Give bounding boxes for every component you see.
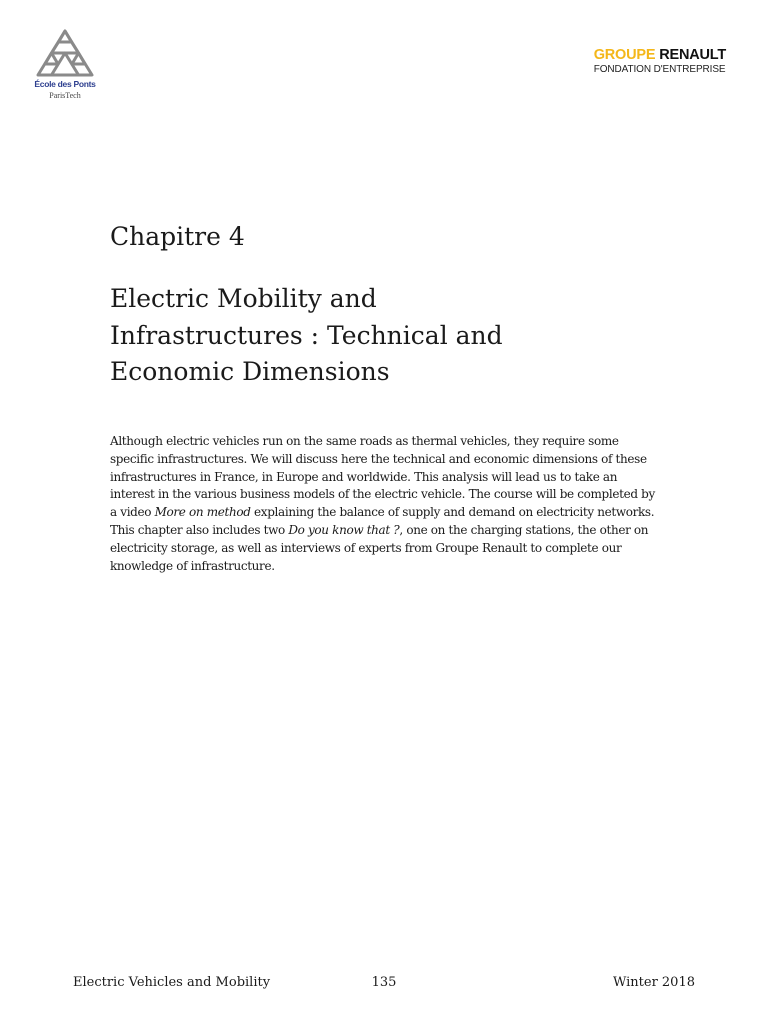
chapter-title-line: Economic Dimensions [110, 357, 390, 386]
footer-term: Winter 2018 [612, 975, 695, 990]
logo-groupe-word: GROUPE [593, 47, 656, 63]
chapter-title [110, 281, 670, 391]
page-footer [73, 975, 695, 995]
chapter-title-line: Electric Mobility and [110, 284, 377, 313]
intro-paragraph [110, 522, 660, 575]
chapter-title-line: Infrastructures : Technical and [110, 320, 503, 350]
intro-emphasis: More on method [154, 505, 251, 520]
triangle-logo-icon [34, 28, 96, 78]
chapter-introduction [110, 433, 660, 575]
footer-course-title: Electric Vehicles and Mobility [73, 975, 271, 990]
ecole-des-ponts-logo [34, 28, 96, 108]
ecole-name: École des Ponts [34, 79, 96, 89]
intro-emphasis: Do you know that ? [288, 522, 400, 537]
ecole-subtitle: ParisTech [49, 91, 81, 100]
intro-text: Although electric vehicles run on the same roads as thermal vehicles, they require some specific infrastructures. We will discuss here the technical and economic dimensions of these infrastructures in France, in Europe and worldwide. This analysis will lead us to take an interest in the various business models of the electric vehicle. The course will be completed by a video [110, 434, 655, 520]
intro-text: , one on the charging stations, the other on electricity storage, as well as interviews of experts from Groupe Renault to complete our knowledge of infrastructure. [110, 522, 649, 573]
intro-text: explaining the balance of supply and demand on electricity networks. [250, 505, 655, 520]
chapter-label: Chapitre 4 [110, 222, 245, 251]
intro-text: This chapter also includes two [110, 522, 289, 537]
page-number: 135 [371, 975, 397, 990]
logo-fondation-subtitle: FONDATION D'ENTREPRISE [593, 63, 726, 75]
intro-paragraph [110, 433, 660, 522]
groupe-renault-logo [594, 48, 726, 75]
logo-renault-word: RENAULT [659, 47, 726, 63]
renault-logo-title [594, 48, 726, 63]
